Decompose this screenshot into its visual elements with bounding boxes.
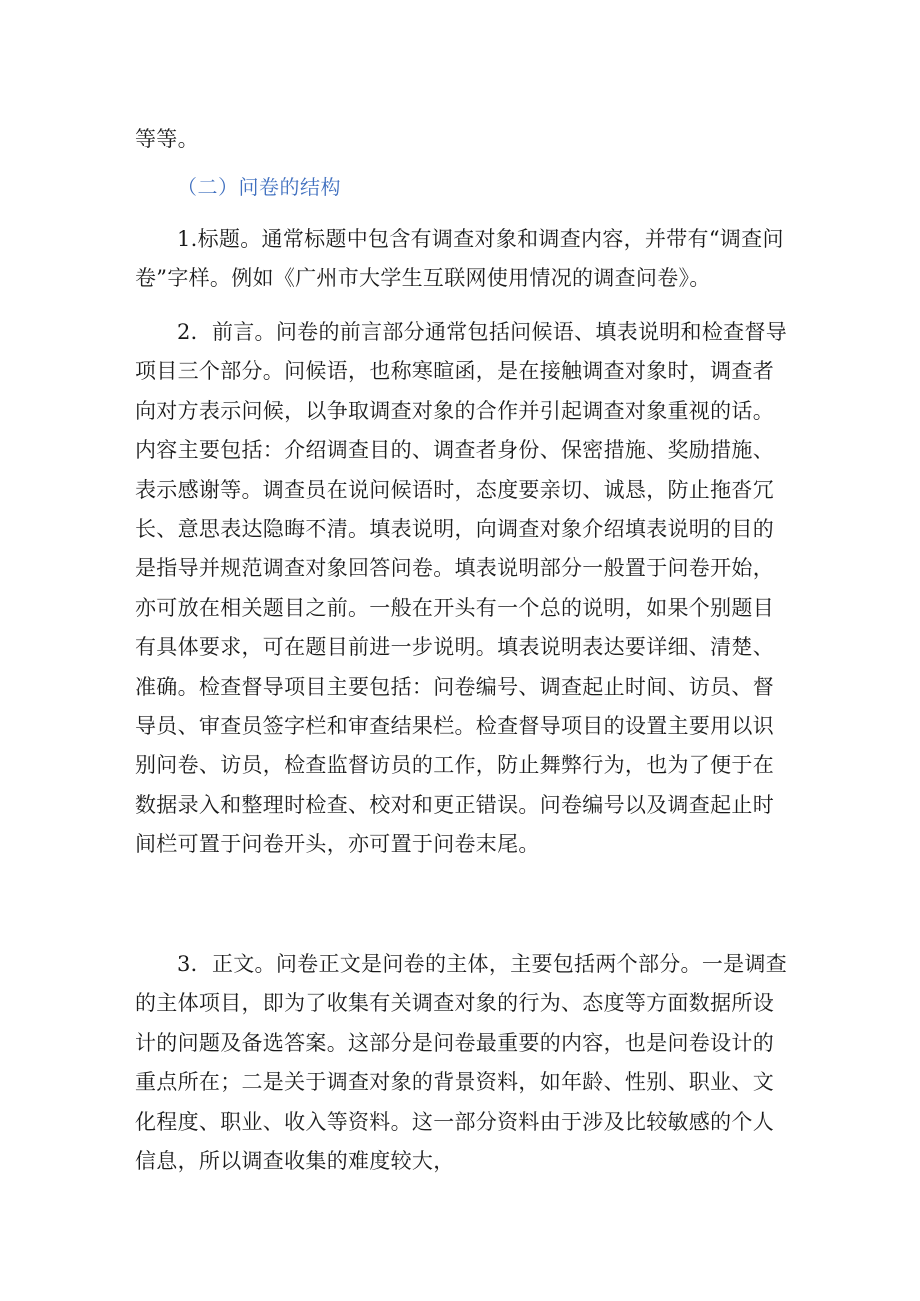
section-heading: （二）问卷的结构: [177, 175, 341, 199]
paragraph-body: 3．正文。问卷正文是问卷的主体，主要包括两个部分。一是调查的主体项目，即为了收集有关调查对象的行为、态度等方面数据所设计的问题及备选答案。这部分是问卷最重要的内容，也是问卷设计的重点所在；二是关于调查对象的背景资料，如年龄、性别、职业、文化程度、职业、收入等资料。这一部分资料由于涉及比较敏感的个人信息，所以调查收集的难度较大，: [135, 952, 788, 1174]
paragraph-preface: 2．前言。问卷的前言部分通常包括问候语、填表说明和检查督导项目三个部分。问候语，也称寒暄函，是在接触调查对象时，调查者向对方表示问候，以争取调查对象的合作并引起调查对象重视的话。内容主要包括：介绍调查目的、调查者身份、保密措施、奖励措施、表示感谢等。调查员在说问候语时，态度要亲切、诚恳，防止拖沓冗长、意思表达隐晦不清。填表说明，向调查对象介绍填表说明的目的是指导并规范调查对象回答问卷。填表说明部分一般置于问卷开始，亦可放在相关题目之前。一般在开头有一个总的说明，如果个别题目有具体要求，可在题目前进一步说明。填表说明表达要详细、清楚、准确。检查督导项目主要包括：问卷编号、调查起止时间、访员、督导员、审查员签字栏和审查结果栏。检查督导项目的设置主要用以识别问卷、访员，检查监督访员的工作，防止舞弊行为，也为了便于在数据录入和整理时检查、校对和更正错误。问卷编号以及调查起止时间栏可置于问卷开头，亦可置于问卷末尾。: [135, 320, 788, 857]
continuation-text: 等等。: [135, 127, 199, 151]
paragraph-title: 1.标题。通常标题中包含有调查对象和调查内容，并带有“调查问卷”字样。例如《广州市大学生互联网使用情况的调查问卷》。: [135, 227, 784, 291]
